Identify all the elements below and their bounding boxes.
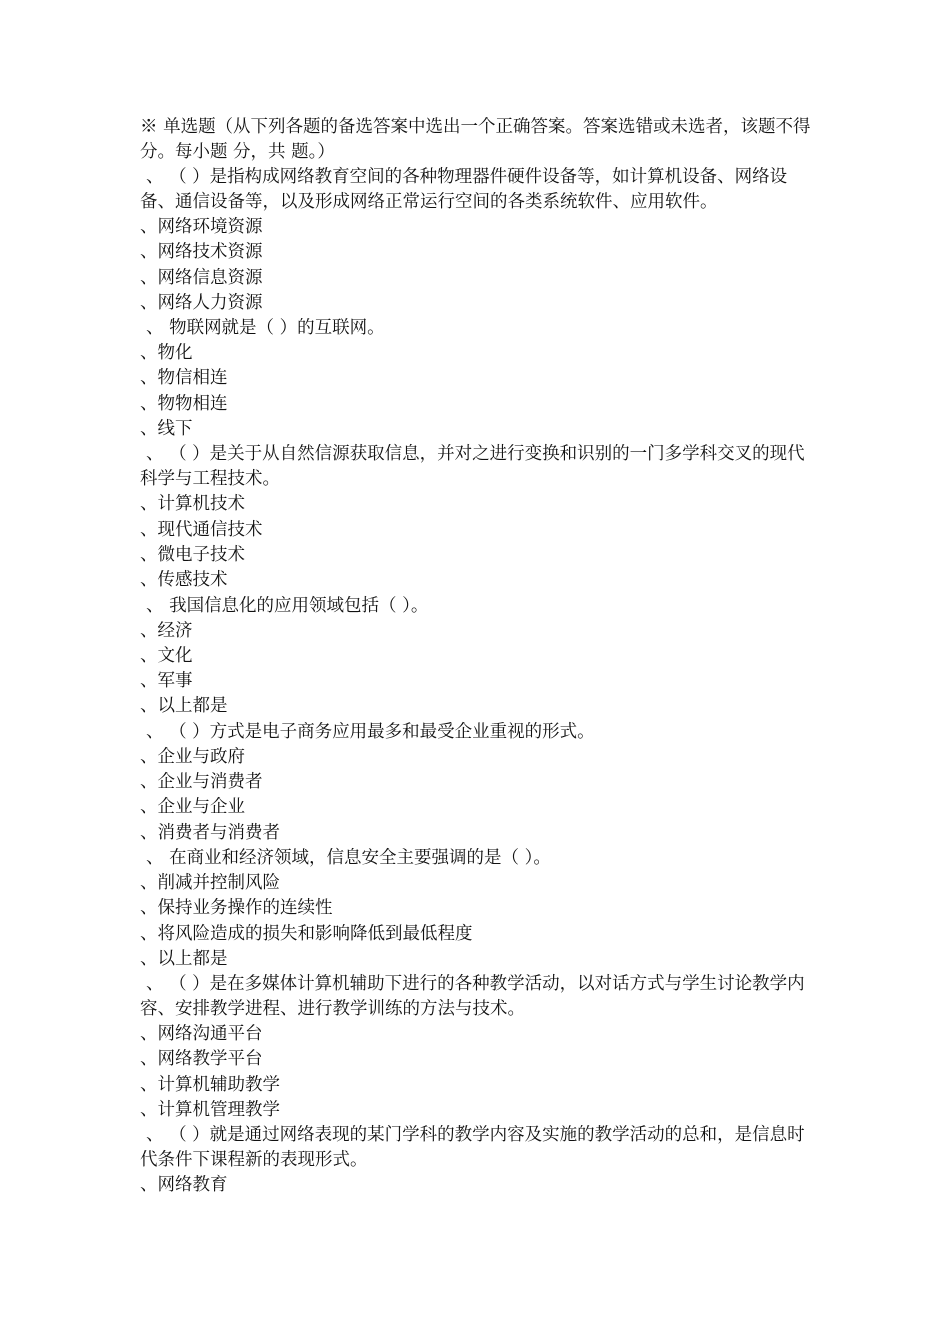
- option-d: 、传感技术: [140, 570, 228, 591]
- option-d: 、计算机管理教学: [140, 1100, 280, 1121]
- document-page: [140, 115, 812, 1199]
- option-d: 、线下: [140, 419, 193, 440]
- option-c: 、军事: [140, 671, 193, 692]
- option-a: 、网络环境资源: [140, 217, 263, 237]
- option-b: 、保持业务操作的连续性: [140, 898, 333, 919]
- option-d: 、消费者与消费者: [140, 822, 280, 843]
- option-b: 、网络教学平台: [140, 1049, 263, 1070]
- option-b: 、网络技术资源: [140, 242, 263, 263]
- question-3: [140, 442, 812, 593]
- question-stem: 、 （ ）就是通过网络表现的某门学科的教学内容及实施的教学活动的总和，是信息时代条件下课程新的表现形式。: [140, 1125, 805, 1171]
- option-c: 、企业与企业: [140, 797, 245, 818]
- option-d: 、网络人力资源: [140, 292, 263, 313]
- question-7: [140, 972, 812, 1123]
- option-b: 、物信相连: [140, 368, 228, 389]
- question-stem: 、 物联网就是（ ）的互联网。: [146, 318, 385, 339]
- option-a: 、物化: [140, 343, 193, 364]
- option-a: 、削减并控制风险: [140, 872, 280, 893]
- section-instructions: ※ 单选题（从下列各题的备选答案中选出一个正确答案。答案选错或未选者，该题不得分。每小题 分，共 题。）: [140, 117, 811, 162]
- question-6: [140, 846, 812, 972]
- option-a: 、企业与政府: [140, 746, 245, 767]
- option-b: 、企业与消费者: [140, 772, 263, 793]
- question-5: [140, 720, 812, 846]
- question-2: [140, 316, 812, 442]
- option-c: 、计算机辅助教学: [140, 1074, 280, 1095]
- question-stem: 、 在商业和经济领域，信息安全主要强调的是（ ）。: [146, 847, 551, 868]
- option-c: 、将风险造成的损失和影响降低到最低程度: [140, 923, 473, 944]
- option-a: 、网络教育: [140, 1175, 228, 1196]
- option-a: 、计算机技术: [140, 494, 245, 515]
- question-1: [140, 165, 812, 316]
- question-4: [140, 594, 812, 720]
- option-b: 、文化: [140, 645, 193, 666]
- question-stem: 、 （ ）是在多媒体计算机辅助下进行的各种教学活动，以对话方式与学生讨论教学内容、安排教学进程、进行教学训练的方法与技术。: [140, 974, 805, 1020]
- option-c: 、物物相连: [140, 393, 228, 414]
- option-a: 、经济: [140, 620, 193, 641]
- option-c: 、微电子技术: [140, 544, 245, 565]
- question-stem: 、 （ ）方式是电子商务应用最多和最受企业重视的形式。: [146, 721, 595, 742]
- option-c: 、网络信息资源: [140, 267, 263, 288]
- question-stem: 、 （ ）是关于从自然信源获取信息，并对之进行变换和识别的一门多学科交叉的现代科学与工程技术。: [140, 444, 805, 490]
- question-8: [140, 1123, 812, 1198]
- option-d: 、以上都是: [140, 696, 228, 717]
- question-stem: 、 （ ）是指构成网络教育空间的各种物理器件硬件设备等，如计算机设备、网络设备、通信设备等，以及形成网络正常运行空间的各类系统软件、应用软件。: [140, 167, 788, 212]
- option-d: 、以上都是: [140, 948, 228, 969]
- question-stem: 、 我国信息化的应用领域包括（ ）。: [146, 595, 429, 616]
- option-a: 、网络沟通平台: [140, 1024, 263, 1045]
- option-b: 、现代通信技术: [140, 519, 263, 540]
